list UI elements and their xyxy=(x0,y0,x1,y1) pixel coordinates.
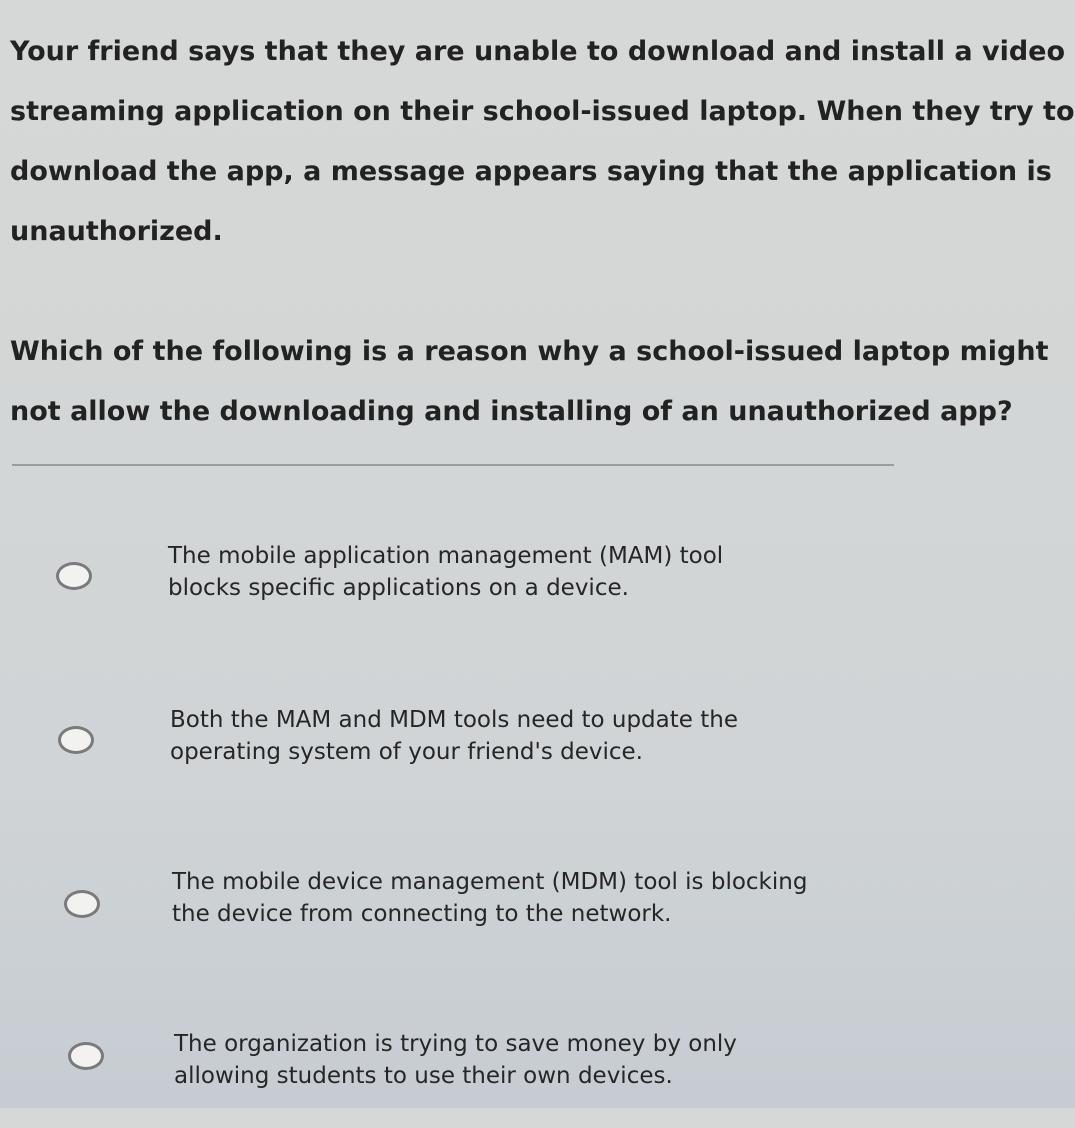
answer-option-label xyxy=(168,540,723,604)
answer-option-line: the device from connecting to the network. xyxy=(172,901,672,927)
answer-option-label xyxy=(172,866,807,930)
answer-option-d[interactable] xyxy=(0,1028,894,1128)
answer-option-line: blocks specific applications on a device. xyxy=(168,575,629,601)
answer-option-line: Both the MAM and MDM tools need to update the xyxy=(170,707,738,733)
answer-option-b[interactable] xyxy=(0,704,894,804)
answer-option-line: The organization is trying to save money by only xyxy=(174,1031,737,1057)
radio-button-icon[interactable] xyxy=(68,1042,104,1070)
answer-option-a[interactable] xyxy=(0,540,894,640)
radio-button-icon[interactable] xyxy=(64,890,100,918)
radio-button-icon[interactable] xyxy=(56,562,92,590)
radio-button-icon[interactable] xyxy=(58,726,94,754)
scenario-line: streaming application on their school-issued laptop. When they try to xyxy=(10,96,1075,127)
answer-option-label xyxy=(174,1028,737,1092)
answer-option-line: The mobile application management (MAM) tool xyxy=(168,543,724,569)
answer-option-c[interactable] xyxy=(0,866,894,966)
answer-option-line: operating system of your friend's device. xyxy=(170,739,643,765)
answer-option-label xyxy=(170,704,738,768)
scenario-line: Your friend says that they are unable to download and install a video xyxy=(10,36,1066,67)
question-line: not allow the downloading and installing of an unauthorized app? xyxy=(10,396,1013,427)
answer-option-line: The mobile device management (MDM) tool is blocking xyxy=(172,869,808,895)
scenario-line: unauthorized. xyxy=(10,216,223,247)
answer-option-line: allowing students to use their own devices. xyxy=(174,1063,673,1089)
scenario-line: download the app, a message appears saying that the application is xyxy=(10,156,1052,187)
question-line: Which of the following is a reason why a school-issued laptop might xyxy=(10,336,1049,367)
